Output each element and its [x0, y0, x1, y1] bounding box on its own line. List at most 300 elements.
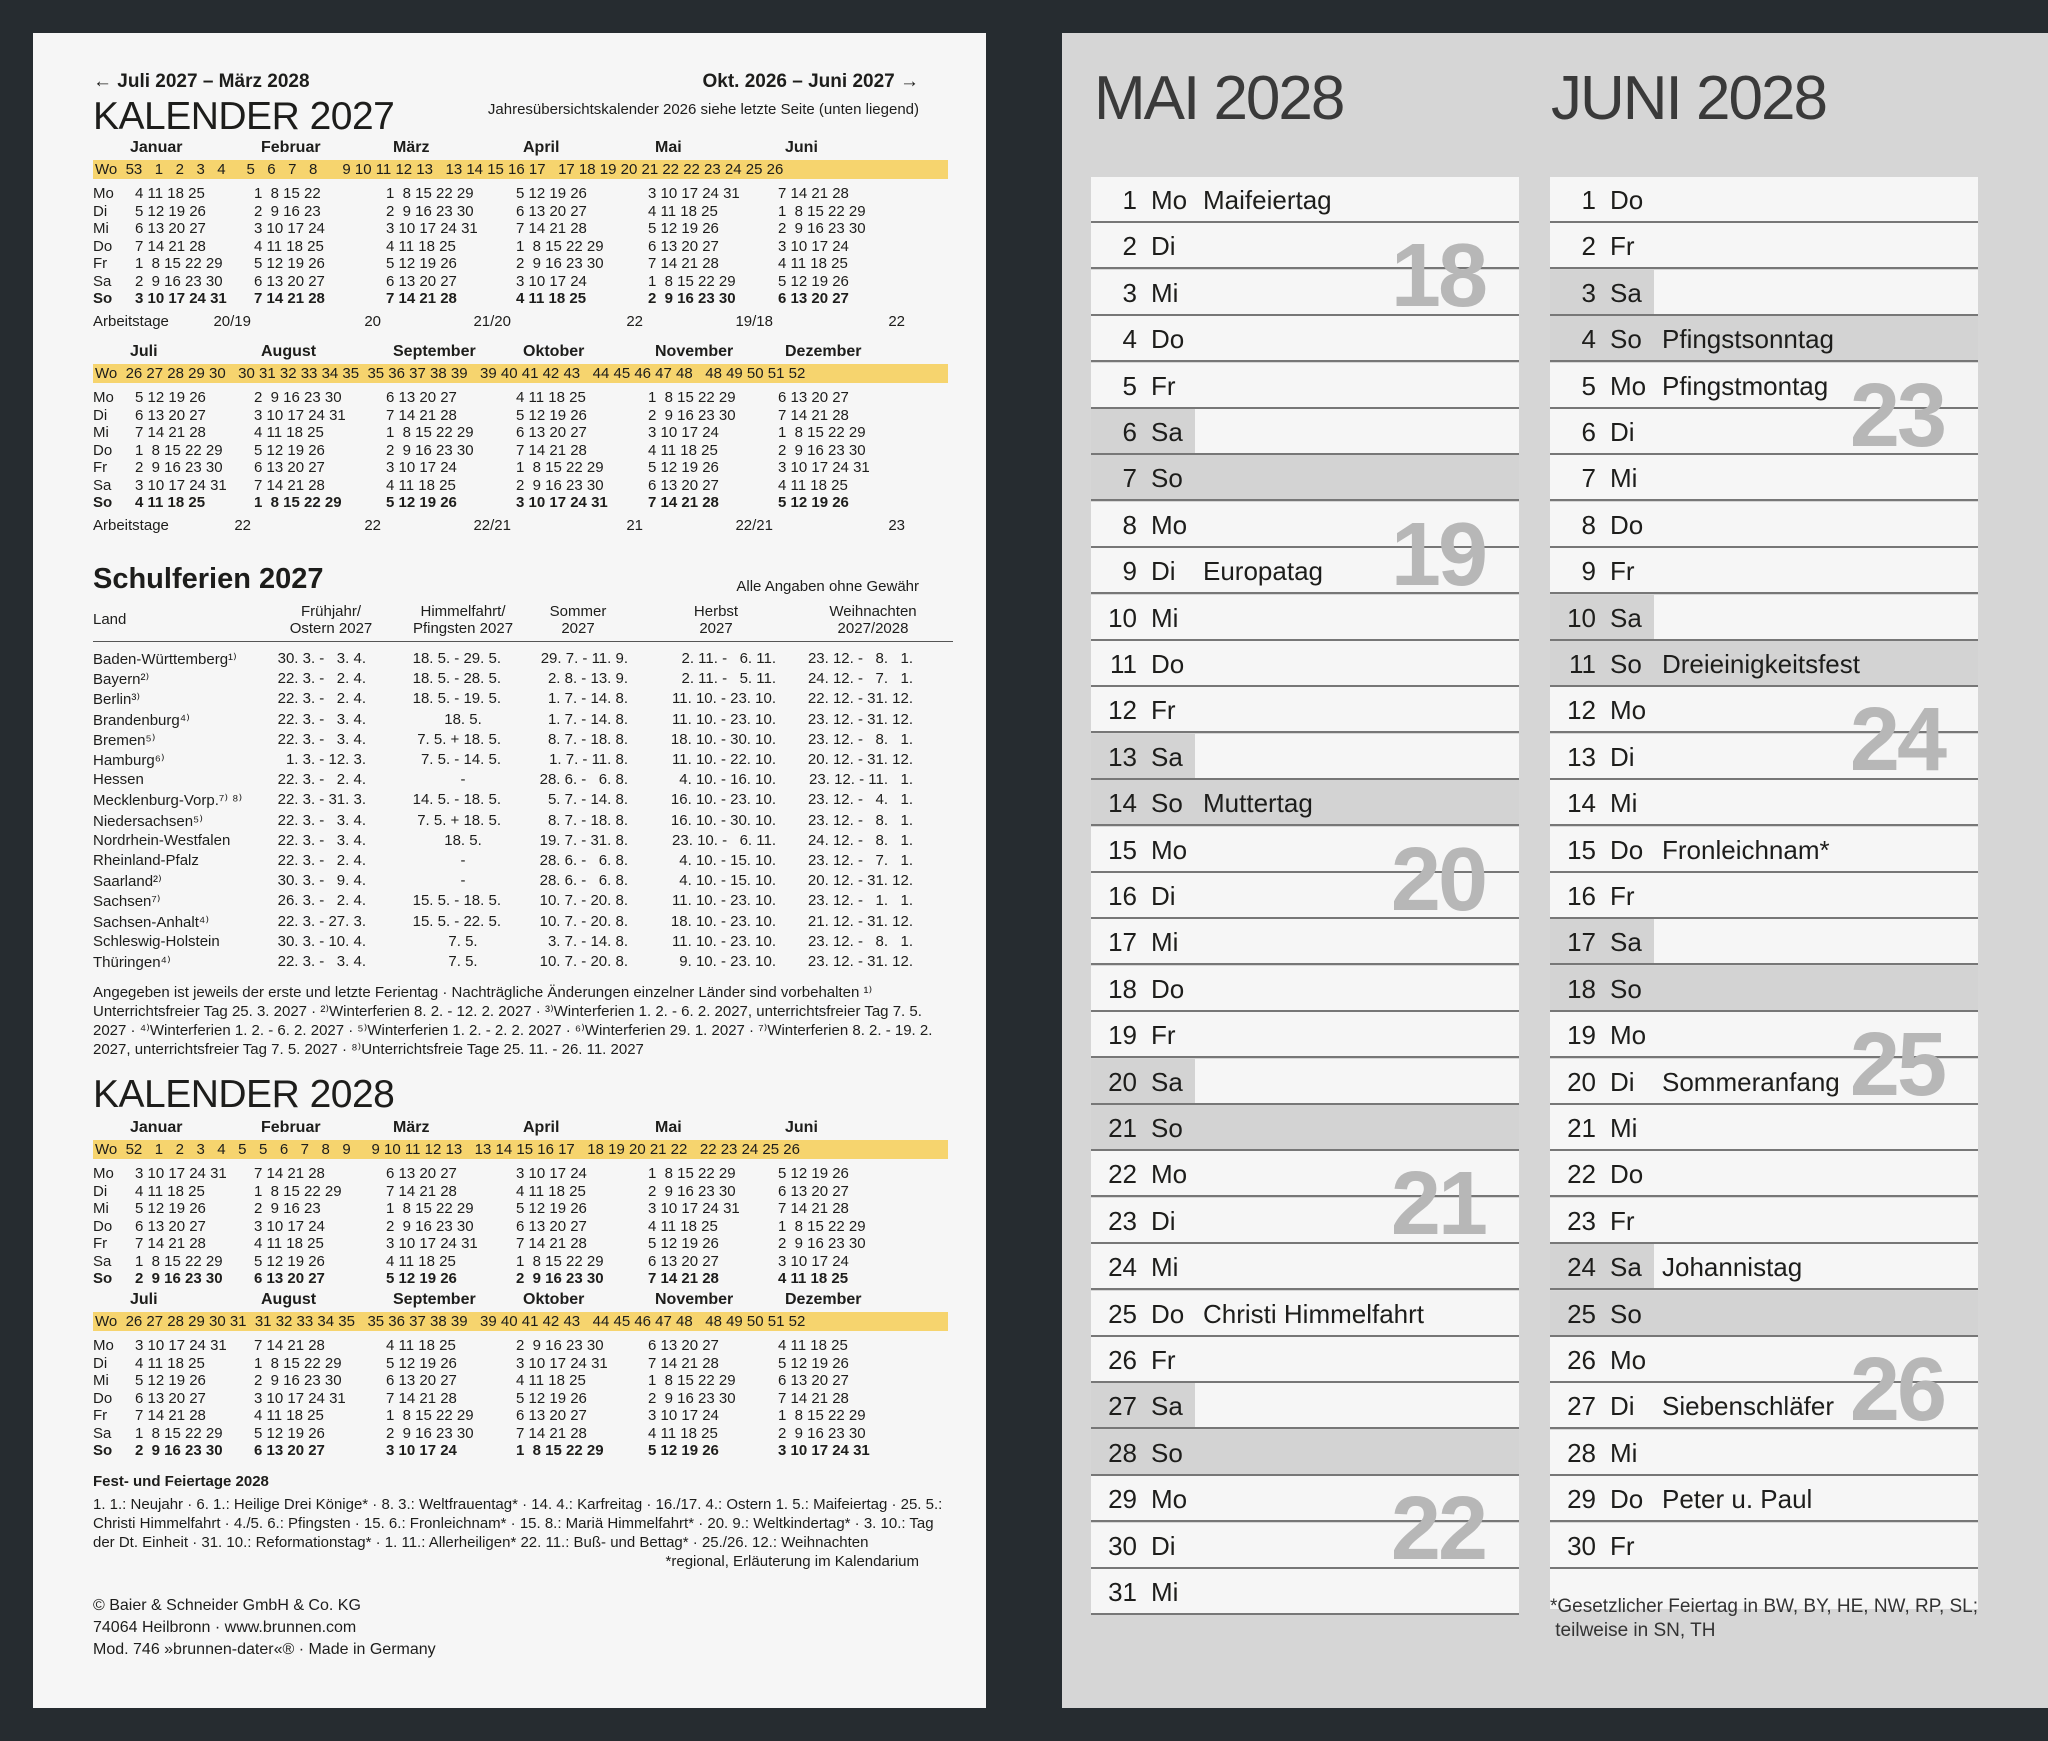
day-number: 4: [1581, 324, 1596, 355]
month-day-cells: 4 11 18 25: [386, 237, 456, 255]
month-day-cells: 2 9 16 23 30: [135, 1442, 223, 1459]
month-label: Mai: [655, 139, 682, 156]
week-number: 25: [1849, 1015, 1944, 1116]
month-label: März: [393, 139, 430, 156]
weekday-label: So: [93, 290, 113, 307]
weekday: Do: [1151, 649, 1185, 679]
table-cell: Schleswig-Holstein: [93, 932, 220, 950]
day-number: 25: [1567, 1298, 1596, 1329]
table-cell: 21. 12. - 31. 12.: [807, 912, 913, 930]
month-day-cells: 5 12 19 26: [254, 255, 325, 272]
month-day-cells: 5 12 19 26: [135, 389, 206, 406]
month-day-cells: 3 10 17 24: [516, 1165, 587, 1182]
table-cell: 1. 7. - 14. 8.: [547, 710, 628, 728]
table-cell: 19. 7. - 31. 8.: [539, 831, 628, 849]
weekday: Mi: [1610, 463, 1638, 494]
day-row-may-19[interactable]: [1091, 1012, 1519, 1058]
day-number: 27: [1108, 1391, 1137, 1422]
day-row-may-21[interactable]: [1091, 1105, 1519, 1151]
weekday: Do: [1610, 1159, 1644, 1190]
month-day-cells: 3 10 17 24: [254, 220, 325, 237]
day-row-june-4[interactable]: [1550, 316, 1978, 362]
copyright-line1: © Baier & Schneider GmbH & Co. KG: [93, 1597, 361, 1614]
month-day-cells: 2 9 16 23 30: [648, 290, 736, 307]
weekday: Fr: [1151, 370, 1176, 401]
month-day-cells: 6 13 20 27: [386, 1372, 457, 1389]
day-number: 6: [1122, 417, 1137, 447]
month-day-cells: 2 9 16 23 30: [386, 1424, 474, 1442]
weekday: So: [1610, 324, 1642, 355]
day-number: 1: [1581, 185, 1596, 215]
weekday: Di: [1151, 1530, 1176, 1561]
day-number: 12: [1567, 695, 1596, 726]
day-number: 13: [1108, 741, 1137, 772]
day-row-may-14[interactable]: [1091, 780, 1519, 826]
month-day-cells: 1 8 15 22 29: [135, 1424, 223, 1442]
month-day-cells: 5 12 19 26: [135, 202, 206, 220]
table-cell: 23. 12. - 8. 1.: [807, 650, 913, 667]
day-number: 24: [1108, 1252, 1137, 1283]
month-day-cells: 1 8 15 22 29: [386, 1200, 474, 1217]
month-label: Oktober: [523, 343, 585, 360]
weekday-label: Mo: [93, 1165, 114, 1182]
weekday: Sa: [1610, 602, 1642, 633]
table-cell: 7. 5. - 14. 5.: [420, 751, 501, 768]
month-day-cells: 7 14 21 28: [516, 220, 587, 237]
month-day-cells: 5 12 19 26: [648, 1235, 719, 1252]
month-day-cells: 3 10 17 24 31: [135, 476, 227, 494]
holiday-label: Siebenschläfer: [1662, 1391, 1834, 1422]
month-day-cells: 3 10 17 24 31: [778, 1442, 870, 1459]
left-page: [33, 33, 986, 1708]
month-day-cells: 7 14 21 28: [135, 1407, 206, 1424]
month-day-cells: 3 10 17 24 31: [254, 406, 346, 424]
month-day-cells: 2 9 16 23 30: [386, 202, 474, 220]
month-day-cells: 3 10 17 24: [648, 1407, 719, 1424]
day-number: 29: [1108, 1484, 1137, 1515]
month-day-cells: 3 10 17 24 31: [386, 1235, 478, 1252]
table-cell: 20. 12. - 31. 12.: [807, 872, 913, 890]
right-page: [1062, 33, 2048, 1708]
week-number: 21: [1390, 1154, 1485, 1255]
day-row-june-11[interactable]: [1550, 641, 1978, 687]
weekday: Fr: [1610, 1205, 1635, 1236]
table-header: Weihnachten 2027/2028: [829, 603, 917, 637]
day-number: 2: [1581, 231, 1596, 262]
day-number: 14: [1108, 788, 1137, 819]
arbeitstage-value: 20: [364, 312, 381, 330]
month-day-cells: 6 13 20 27: [778, 1182, 849, 1200]
day-number: 24: [1567, 1252, 1596, 1283]
month-day-cells: 1 8 15 22 29: [778, 1217, 866, 1235]
month-day-cells: 1 8 15 22 29: [516, 1252, 604, 1270]
month-day-cells: 7 14 21 28: [254, 476, 325, 494]
table-divider: [93, 641, 953, 642]
weekday-label: Di: [93, 1182, 108, 1200]
month-day-cells: 4 11 18 25: [516, 1182, 586, 1200]
weekday: Di: [1610, 741, 1635, 772]
nav-next[interactable]: Okt. 2026 – Juni 2027 →: [702, 71, 919, 92]
month-day-cells: 1 8 15 22 29: [516, 459, 604, 476]
table-cell: 14. 5. - 18. 5.: [412, 791, 501, 809]
month-day-cells: 2 9 16 23 30: [778, 1235, 866, 1252]
weekday-label: Fr: [93, 459, 108, 476]
table-cell: 23. 12. - 8. 1.: [807, 730, 913, 748]
weekday: Do: [1610, 1484, 1644, 1515]
month-day-cells: 6 13 20 27: [648, 476, 719, 494]
arbeitstage-value: 20/19: [213, 312, 251, 330]
weekday: Fr: [1610, 556, 1635, 587]
table-cell: 9. 10. - 23. 10.: [679, 953, 776, 970]
month-day-cells: 1 8 15 22 29: [648, 389, 736, 406]
day-number: 21: [1108, 1113, 1137, 1143]
copyright-line2: 74064 Heilbronn · www.brunnen.com: [93, 1619, 357, 1636]
holiday-label: Pfingstsonntag: [1662, 324, 1835, 355]
day-row-may-12[interactable]: [1091, 687, 1519, 733]
day-number: 5: [1581, 370, 1596, 401]
month-day-cells: 4 11 18 25: [135, 1182, 205, 1200]
day-row-may-6[interactable]: [1091, 409, 1519, 455]
table-cell: Niedersachsen⁵⁾: [93, 812, 203, 830]
month-day-cells: 3 10 17 24 31: [135, 290, 227, 307]
month-day-cells: 3 10 17 24: [778, 1252, 849, 1270]
month-day-cells: 5 12 19 26: [778, 1165, 849, 1182]
month-label: April: [523, 139, 560, 156]
may-title: MAI 2028: [1094, 64, 1344, 133]
day-row-may-20[interactable]: [1091, 1059, 1519, 1105]
arbeitstage-value: 22: [234, 516, 251, 534]
month-day-cells: 6 13 20 27: [648, 1337, 719, 1354]
month-day-cells: 4 11 18 25: [648, 202, 718, 220]
table-cell: Rheinland-Pfalz: [93, 852, 199, 869]
table-cell: 11. 10. - 23. 10.: [672, 710, 776, 728]
month-label: Dezember: [785, 1291, 862, 1308]
table-cell: Mecklenburg-Vorp.⁷⁾ ⁸⁾: [93, 792, 243, 810]
day-row-june-25[interactable]: [1550, 1291, 1978, 1337]
week-number: 18: [1390, 226, 1485, 327]
day-number: 8: [1581, 509, 1596, 540]
day-row-june-15[interactable]: [1550, 827, 1978, 873]
june-title: JUNI 2028: [1551, 64, 1826, 133]
month-day-cells: 7 14 21 28: [135, 1235, 206, 1252]
day-row-may-26[interactable]: [1091, 1337, 1519, 1383]
day-row-june-22[interactable]: [1550, 1151, 1978, 1197]
month-label: August: [261, 343, 317, 360]
month-day-cells: 6 13 20 27: [648, 1252, 719, 1270]
day-row-may-25[interactable]: [1091, 1291, 1519, 1337]
month-day-cells: 5 12 19 26: [778, 272, 849, 290]
month-day-cells: 7 14 21 28: [778, 1389, 849, 1407]
table-cell: 24. 12. - 7. 1.: [807, 670, 913, 688]
month-day-cells: 1 8 15 22 29: [386, 1407, 474, 1424]
fest-note: *regional, Erläuterung im Kalendarium: [665, 1553, 919, 1570]
table-cell: 23. 12. - 1. 1.: [807, 892, 913, 910]
day-number: 3: [1122, 277, 1137, 308]
month-day-cells: 3 10 17 24 31: [516, 1354, 608, 1372]
weekday: So: [1610, 1298, 1642, 1329]
table-cell: 30. 3. - 9. 4.: [277, 872, 366, 890]
month-day-cells: 7 14 21 28: [648, 494, 719, 511]
weekday-label: Mi: [93, 1372, 109, 1389]
table-cell: 30. 3. - 10. 4.: [277, 932, 366, 950]
day-row-may-27[interactable]: [1091, 1383, 1519, 1429]
day-number: 30: [1108, 1530, 1137, 1561]
month-day-cells: 1 8 15 22 29: [648, 1165, 736, 1182]
month-day-cells: 3 10 17 24 31: [386, 220, 478, 237]
day-number: 22: [1108, 1159, 1137, 1190]
weekday-label: Mo: [93, 185, 114, 202]
weekday-label: Do: [93, 1217, 113, 1235]
day-row-june-1[interactable]: [1550, 177, 1978, 223]
month-day-cells: 5 12 19 26: [516, 406, 587, 424]
day-number: 1: [1122, 185, 1137, 215]
month-day-cells: 7 14 21 28: [386, 290, 457, 307]
month-day-cells: 7 14 21 28: [648, 255, 719, 272]
day-row-june-30[interactable]: [1550, 1523, 1978, 1569]
month-day-cells: 2 9 16 23: [254, 202, 321, 220]
month-day-cells: 7 14 21 28: [135, 424, 206, 441]
table-cell: -: [460, 852, 466, 869]
month-day-cells: 2 9 16 23 30: [254, 1372, 342, 1389]
month-day-cells: 1 8 15 22 29: [135, 441, 223, 459]
weekday-label: Di: [93, 406, 108, 424]
month-day-cells: 4 11 18 25: [516, 1372, 586, 1389]
month-day-cells: 1 8 15 22 29: [648, 272, 736, 290]
weekday-label: Fr: [93, 255, 108, 272]
arbeitstage-value: 22/21: [735, 516, 773, 534]
arbeitstage-value: 21: [626, 516, 643, 534]
month-day-cells: 4 11 18 25: [386, 1252, 456, 1270]
month-day-cells: 6 13 20 27: [648, 237, 719, 255]
month-day-cells: 7 14 21 28: [254, 1165, 325, 1182]
day-number: 29: [1567, 1484, 1596, 1515]
day-row-june-2[interactable]: [1550, 223, 1978, 269]
day-row-june-8[interactable]: [1550, 502, 1978, 548]
weekday: So: [1151, 463, 1183, 494]
weekday-label: Mo: [93, 1337, 114, 1354]
day-number: 16: [1567, 881, 1596, 911]
month-day-cells: 4 11 18 25: [778, 1270, 849, 1287]
day-number: 31: [1108, 1577, 1137, 1607]
weekday: So: [1151, 1437, 1183, 1468]
table-cell: Sachsen⁷⁾: [93, 893, 161, 911]
day-number: 3: [1581, 277, 1596, 308]
day-number: 13: [1567, 741, 1596, 772]
month-day-cells: 6 13 20 27: [386, 1165, 457, 1182]
table-cell: 22. 3. - 2. 4.: [277, 852, 366, 869]
table-header: Sommer 2027: [549, 603, 607, 637]
table-cell: 8. 7. - 18. 8.: [547, 811, 628, 829]
month-day-cells: 5 12 19 26: [254, 441, 325, 459]
month-day-cells: 2 9 16 23 30: [516, 476, 604, 494]
month-day-cells: 2 9 16 23 30: [254, 389, 342, 406]
holiday-label: Fronleichnam*: [1662, 834, 1830, 865]
weekday: Mo: [1151, 185, 1188, 215]
table-cell: 3. 7. - 14. 8.: [547, 932, 628, 950]
month-day-cells: 6 13 20 27: [135, 1217, 206, 1235]
arbeitstage-value: 22: [364, 516, 381, 534]
table-cell: Hamburg⁶⁾: [93, 752, 165, 769]
weekday-label: Sa: [93, 272, 112, 290]
arbeitstage-value: 21/20: [473, 312, 511, 330]
month-day-cells: 1 8 15 22 29: [516, 237, 604, 255]
month-day-cells: 7 14 21 28: [648, 1354, 719, 1372]
schulferien-note: Alle Angaben ohne Gewähr: [736, 578, 919, 595]
table-cell: 7. 5. + 18. 5.: [417, 811, 501, 829]
month-label: Januar: [130, 1119, 183, 1136]
month-day-cells: 4 11 18 25: [648, 441, 718, 459]
weekday: Fr: [1610, 881, 1635, 911]
month-label: Juli: [130, 343, 158, 360]
weekday-label: Fr: [93, 1235, 108, 1252]
day-row-june-10[interactable]: [1550, 595, 1978, 641]
day-number: 28: [1108, 1437, 1137, 1468]
table-cell: 28. 6. - 6. 8.: [539, 852, 628, 869]
month-day-cells: 2 9 16 23 30: [778, 441, 866, 459]
day-row-may-13[interactable]: [1091, 734, 1519, 780]
weekday: So: [1151, 788, 1183, 819]
table-cell: 23. 12. - 11. 1.: [809, 771, 913, 789]
month-day-cells: 6 13 20 27: [386, 389, 457, 406]
table-cell: 10. 7. - 20. 8.: [539, 953, 628, 970]
month-day-cells: 4 11 18 25: [135, 1354, 205, 1372]
month-day-cells: 3 10 17 24 31: [778, 459, 870, 476]
month-day-cells: 7 14 21 28: [386, 1389, 457, 1407]
day-row-june-23[interactable]: [1550, 1198, 1978, 1244]
week-number: 23: [1849, 365, 1944, 466]
table-cell: 18. 10. - 30. 10.: [670, 730, 776, 748]
day-row-may-28[interactable]: [1091, 1430, 1519, 1476]
table-cell: Saarland²⁾: [93, 873, 162, 891]
month-day-cells: 1 8 15 22 29: [778, 202, 866, 220]
month-day-cells: 7 14 21 28: [516, 441, 587, 459]
table-cell: 22. 3. - 3. 4.: [277, 710, 366, 728]
month-day-cells: 5 12 19 26: [778, 494, 849, 511]
table-cell: 18. 5.: [444, 831, 482, 849]
month-day-cells: 7 14 21 28: [648, 1270, 719, 1287]
table-cell: Nordrhein-Westfalen: [93, 831, 231, 849]
holiday-label: Maifeiertag: [1203, 185, 1332, 215]
weekday: Mi: [1151, 277, 1179, 308]
month-day-cells: 4 11 18 25: [648, 1217, 718, 1235]
nav-prev[interactable]: ← Juli 2027 – März 2028: [93, 71, 310, 92]
day-row-june-3[interactable]: [1550, 270, 1978, 316]
day-number: 11: [1110, 649, 1137, 679]
month-day-cells: 7 14 21 28: [778, 185, 849, 202]
day-row-june-16[interactable]: [1550, 873, 1978, 919]
copyright-line3: Mod. 746 »brunnen-dater«® · Made in Germany: [93, 1641, 436, 1658]
day-number: 17: [1567, 927, 1596, 958]
weekday: Sa: [1610, 927, 1642, 958]
month-label: August: [261, 1291, 317, 1308]
day-row-june-18[interactable]: [1550, 966, 1978, 1012]
day-row-june-17[interactable]: [1550, 919, 1978, 965]
weekday-label: Do: [93, 1389, 113, 1407]
day-number: 19: [1108, 1020, 1137, 1051]
week-number: 26: [1849, 1340, 1944, 1440]
month-day-cells: 7 14 21 28: [778, 406, 849, 424]
month-day-cells: 3 10 17 24 31: [135, 1165, 227, 1182]
table-cell: 22. 3. - 31. 3.: [277, 791, 366, 809]
month-day-cells: 1 8 15 22 29: [778, 1407, 866, 1424]
day-number: 4: [1122, 324, 1137, 355]
day-number: 21: [1567, 1113, 1596, 1143]
month-day-cells: 6 13 20 27: [254, 272, 325, 290]
month-day-cells: 1 8 15 22 29: [254, 1354, 342, 1372]
weekday: Mi: [1610, 788, 1638, 819]
month-label: Juni: [785, 1119, 818, 1136]
day-row-june-29[interactable]: [1550, 1476, 1978, 1522]
month-label: April: [523, 1119, 560, 1136]
month-day-cells: 5 12 19 26: [386, 494, 457, 511]
table-cell: Hessen: [93, 771, 144, 789]
month-day-cells: 6 13 20 27: [254, 459, 325, 476]
weekday: Mi: [1610, 1113, 1638, 1143]
weekday: Fr: [1610, 1530, 1635, 1561]
month-day-cells: 4 11 18 25: [516, 389, 586, 406]
month-day-cells: 1 8 15 22 29: [516, 1442, 604, 1459]
table-cell: 15. 5. - 22. 5.: [412, 912, 501, 930]
weekday: Di: [1610, 1391, 1635, 1422]
month-day-cells: 3 10 17 24: [648, 424, 719, 441]
day-row-may-18[interactable]: [1091, 966, 1519, 1012]
table-cell: 22. 3. - 2. 4.: [277, 670, 366, 688]
week-number: 24: [1849, 690, 1944, 791]
day-row-may-5[interactable]: [1091, 363, 1519, 409]
month-day-cells: 5 12 19 26: [648, 459, 719, 476]
month-day-cells: 7 14 21 28: [778, 1200, 849, 1217]
month-day-cells: 4 11 18 25: [254, 1235, 324, 1252]
holiday-label: Sommeranfang: [1662, 1066, 1840, 1097]
month-day-cells: 3 10 17 24 31: [648, 185, 740, 202]
table-cell: 23. 12. - 7. 1.: [807, 852, 913, 869]
month-label: Dezember: [785, 343, 862, 360]
month-day-cells: 2 9 16 23 30: [516, 1337, 604, 1354]
table-cell: 11. 10. - 23. 10.: [672, 932, 776, 950]
weekday-label: Do: [93, 237, 113, 255]
day-row-june-24[interactable]: [1550, 1244, 1978, 1290]
table-cell: 22. 3. - 3. 4.: [277, 831, 366, 849]
weekday: Do: [1151, 973, 1185, 1004]
month-label: November: [655, 1291, 734, 1308]
month-day-cells: 7 14 21 28: [135, 237, 206, 255]
table-cell: 1. 7. - 14. 8.: [547, 690, 628, 708]
table-cell: Bremen⁵⁾: [93, 731, 156, 749]
month-day-cells: 4 11 18 25: [254, 1407, 324, 1424]
june-footnote: *Gesetzlicher Feiertag in BW, BY, HE, NW, RP, SL; teilweise in SN, TH: [1550, 1596, 1979, 1641]
weekday: Fr: [1151, 1345, 1176, 1375]
month-day-cells: 6 13 20 27: [135, 1389, 206, 1407]
month-day-cells: 3 10 17 24: [386, 1442, 457, 1459]
table-cell: 15. 5. - 18. 5.: [412, 892, 501, 910]
day-row-may-7[interactable]: [1091, 455, 1519, 501]
month-label: Januar: [130, 139, 183, 156]
month-day-cells: 3 10 17 24 31: [254, 1389, 346, 1407]
day-row-may-1[interactable]: [1091, 177, 1519, 223]
day-row-june-9[interactable]: [1550, 548, 1978, 594]
day-number: 23: [1567, 1205, 1596, 1236]
weekday: Mo: [1610, 1345, 1647, 1375]
month-day-cells: 4 11 18 25: [516, 290, 587, 307]
weekday: Di: [1151, 881, 1176, 911]
weekday: Mi: [1151, 1577, 1179, 1607]
day-number: 25: [1108, 1298, 1137, 1329]
day-row-may-11[interactable]: [1091, 641, 1519, 687]
fest-text: 1. 1.: Neujahr · 6. 1.: Heilige Drei Könige* · 8. 3.: Weltfrauentag* · 14. 4.: Karfreitag · 16./17. 4.: Ostern 1. 5.: Maifeiertag · 25. 5.: Christi Himmelfahrt · 4./5. 6.: Pfingsten · 15. 6.: Fronleichnam* · 15. 8.: Mariä Himmelfahrt* · 20. 9.: Weltkindertag* · 3. 10.: Tag der Dt. Einheit · 31. 10.: Reformationstag* · 1. 11.: Allerheiligen* 22. 11.: Buß- und Bettag* · 25./26. 12.: Weihnachten: [93, 1496, 943, 1551]
month-day-cells: 3 10 17 24: [778, 237, 849, 255]
table-cell: 11. 10. - 23. 10.: [672, 892, 776, 910]
table-cell: 23. 10. - 6. 11.: [672, 831, 776, 849]
